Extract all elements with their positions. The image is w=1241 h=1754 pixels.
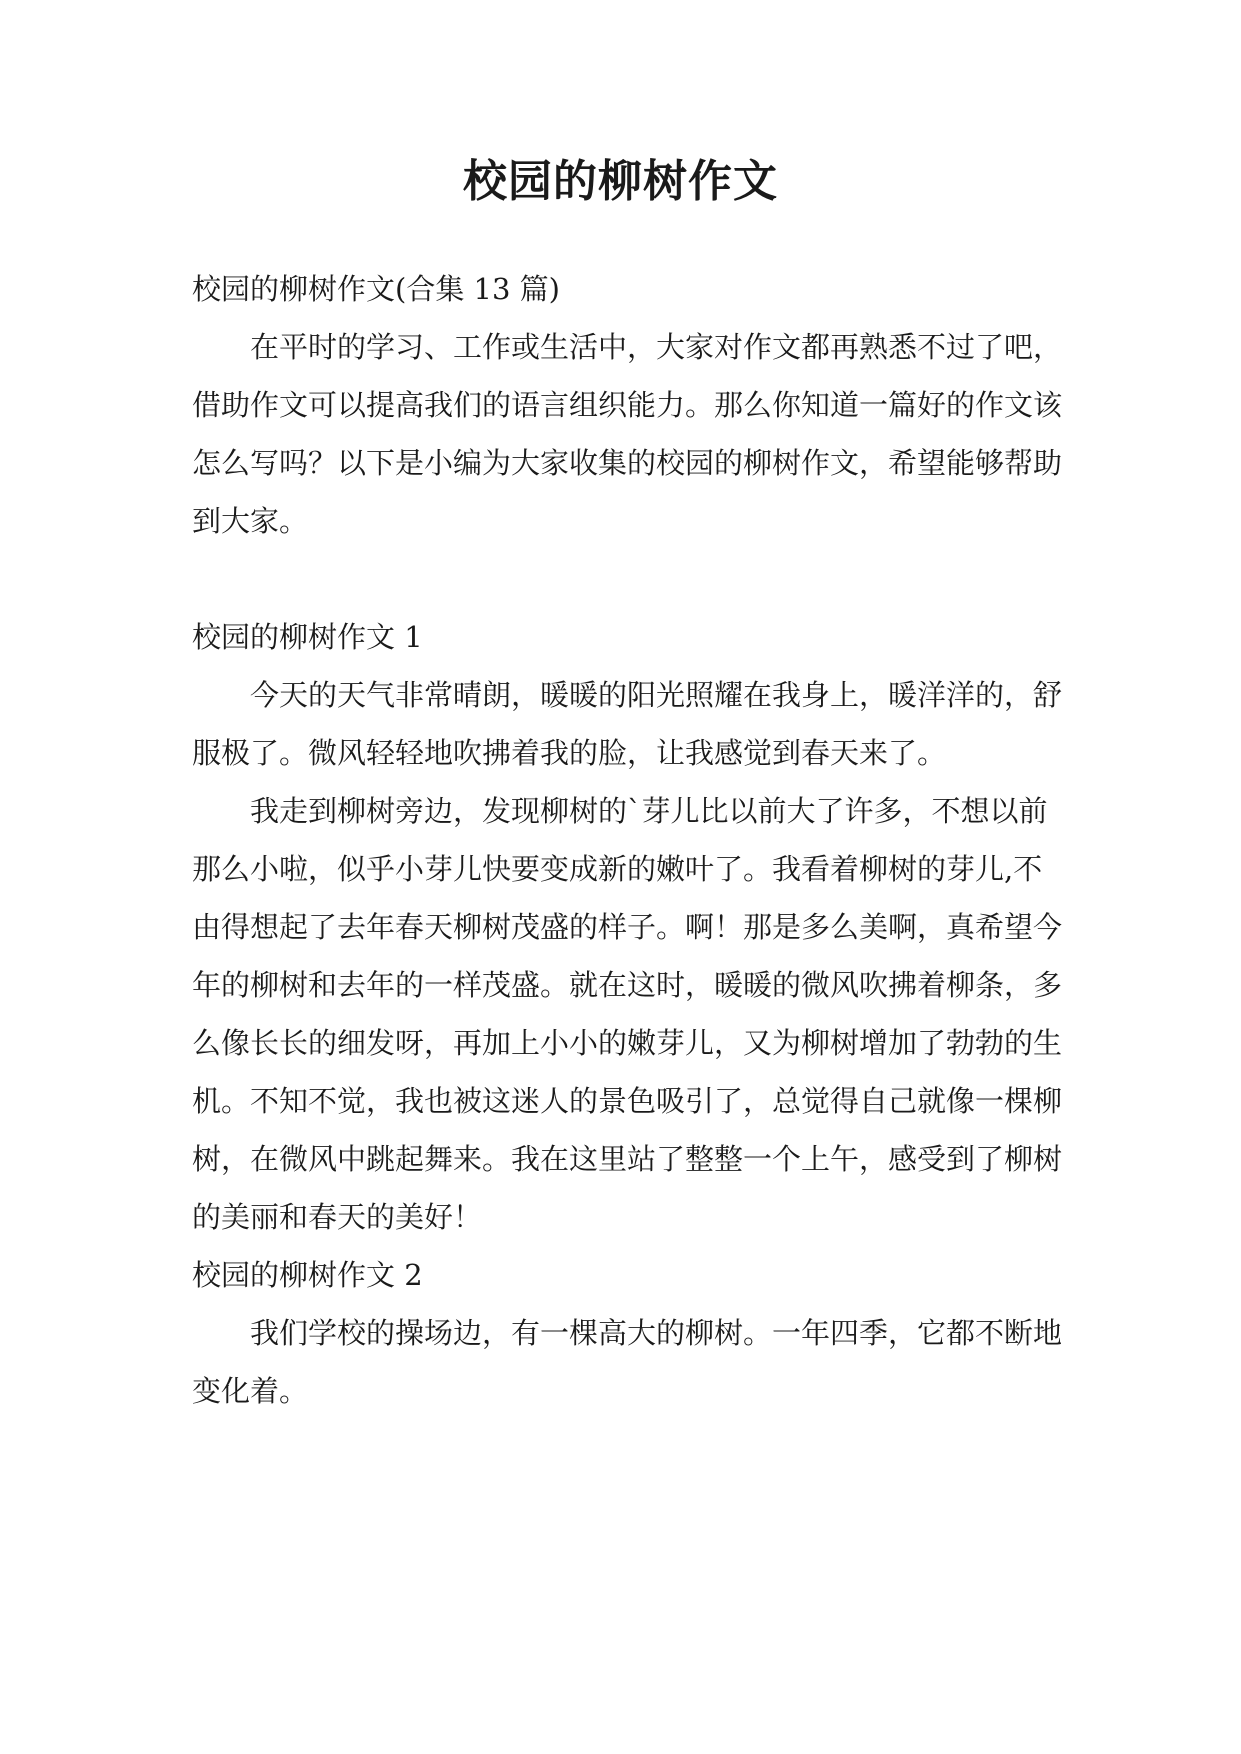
essay-2-paragraph-1: 我们学校的操场边，有一棵高大的柳树。一年四季，它都不断地变化着。 xyxy=(192,1316,1063,1408)
document-title: 校园的柳树作文 xyxy=(463,156,778,207)
section-gap xyxy=(192,550,1062,608)
document-body xyxy=(192,260,1062,1420)
intro-paragraph: 在平时的学习、工作或生活中，大家对作文都再熟悉不过了吧，借助作文可以提高我们的语言组织能力。那么你知道一篇好的作文该怎么写吗？以下是小编为大家收集的校园的柳树作文，希望能够帮助到大家。 xyxy=(192,330,1063,538)
essay-1-paragraph-1: 今天的天气非常晴朗，暖暖的阳光照耀在我身上，暖洋洋的，舒服极了。微风轻轻地吹拂着我的脸，让我感觉到春天来了。 xyxy=(192,678,1063,770)
essay-1-heading: 校园的柳树作文 1 xyxy=(192,620,423,654)
collection-heading: 校园的柳树作文(合集 13 篇) xyxy=(192,272,560,306)
essay-1-paragraph-2: 我走到柳树旁边，发现柳树的`芽儿比以前大了许多，不想以前那么小啦，似乎小芽儿快要变成新的嫩叶了。我看着柳树的芽儿,不由得想起了去年春天柳树茂盛的样子。啊！那是多么美啊，真希望今年的柳树和去年的一样茂盛。就在这时，暖暖的微风吹拂着柳条，多么像长长的细发呀，再加上小小的嫩芽儿，又为柳树增加了勃勃的生机。不知不觉，我也被这迷人的景色吸引了，总觉得自己就像一棵柳树，在微风中跳起舞来。我在这里站了整整一个上午，感受到了柳树的美丽和春天的美好！ xyxy=(192,794,1063,1234)
essay-2-heading: 校园的柳树作文 2 xyxy=(192,1258,423,1292)
